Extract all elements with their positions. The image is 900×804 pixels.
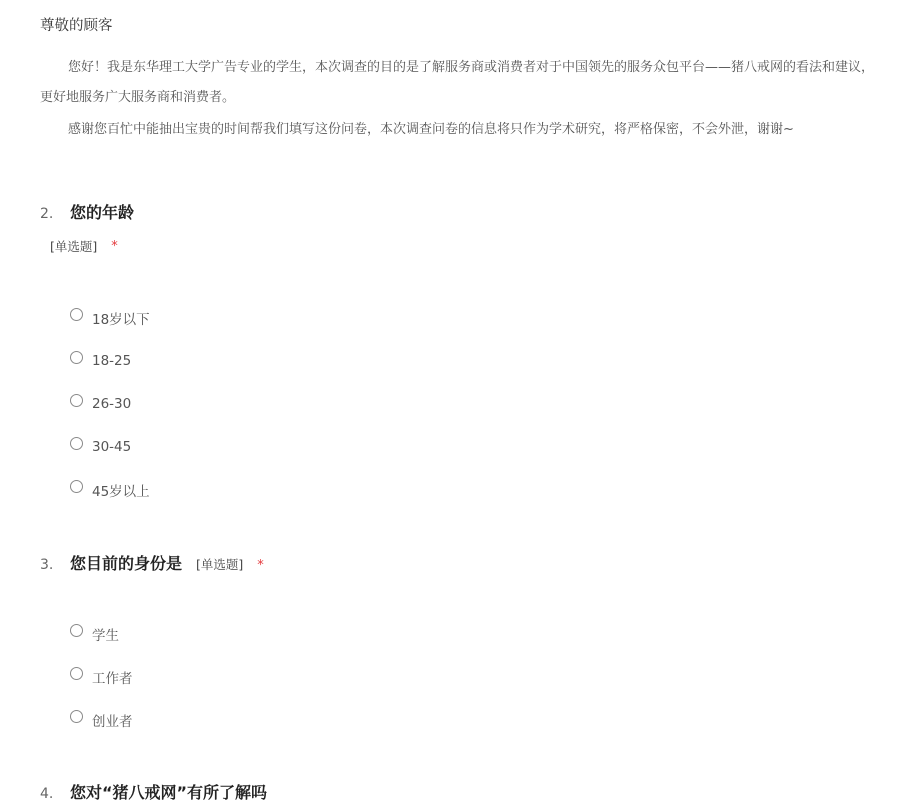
greeting: 尊敬的顾客 bbox=[40, 18, 113, 34]
options-list bbox=[70, 296, 150, 511]
option-label: 学生 bbox=[92, 627, 119, 644]
survey-intro bbox=[40, 14, 900, 146]
option-over-45[interactable] bbox=[70, 468, 150, 511]
option-label: 45岁以上 bbox=[92, 483, 150, 500]
intro-paragraph-1: 您好！我是东华理工大学广告专业的学生，本次调查的目的是了解服务商或消费者对于中国领先的服务众包平台——猪八戒网的看法和建议， bbox=[68, 60, 875, 75]
question-2 bbox=[40, 200, 880, 500]
option-under-18[interactable] bbox=[70, 296, 150, 339]
question-number: 4. bbox=[40, 786, 54, 802]
question-title: 您的年龄 bbox=[70, 203, 135, 222]
question-type-label: [单选题] bbox=[196, 557, 244, 572]
question-3 bbox=[40, 551, 880, 730]
intro-paragraph-1-continued: 更好地服务广大服务商和消费者。 bbox=[40, 90, 236, 105]
question-4 bbox=[40, 780, 880, 804]
question-type-label: [单选题] bbox=[50, 239, 98, 254]
options-list bbox=[70, 612, 133, 741]
option-student[interactable] bbox=[70, 612, 133, 655]
option-label: 18-25 bbox=[92, 352, 132, 369]
radio-button[interactable] bbox=[70, 667, 83, 680]
question-number: 2. bbox=[40, 206, 54, 222]
option-18-25[interactable] bbox=[70, 339, 150, 382]
option-label: 26-30 bbox=[92, 395, 132, 412]
radio-button[interactable] bbox=[70, 308, 83, 321]
radio-button[interactable] bbox=[70, 351, 83, 364]
option-26-30[interactable] bbox=[70, 382, 150, 425]
radio-button[interactable] bbox=[70, 710, 83, 723]
option-entrepreneur[interactable] bbox=[70, 698, 133, 741]
intro-paragraph-2: 感谢您百忙中能抽出宝贵的时间帮我们填写这份问卷，本次调查问卷的信息将只作为学术研究，将严格保密，不会外泄，谢谢~ bbox=[68, 122, 794, 137]
option-label: 创业者 bbox=[92, 713, 133, 730]
radio-button[interactable] bbox=[70, 437, 83, 450]
radio-button[interactable] bbox=[70, 394, 83, 407]
required-marker: * bbox=[111, 238, 118, 254]
question-number: 3. bbox=[40, 557, 54, 573]
question-title: 您对“猪八戒网”有所了解吗 bbox=[70, 783, 268, 802]
required-marker: * bbox=[257, 558, 264, 573]
radio-button[interactable] bbox=[70, 480, 83, 493]
option-label: 30-45 bbox=[92, 438, 132, 455]
question-title: 您目前的身份是 bbox=[70, 554, 183, 573]
option-label: 工作者 bbox=[92, 670, 133, 687]
option-30-45[interactable] bbox=[70, 425, 150, 468]
option-worker[interactable] bbox=[70, 655, 133, 698]
radio-button[interactable] bbox=[70, 624, 83, 637]
option-label: 18岁以下 bbox=[92, 311, 150, 328]
